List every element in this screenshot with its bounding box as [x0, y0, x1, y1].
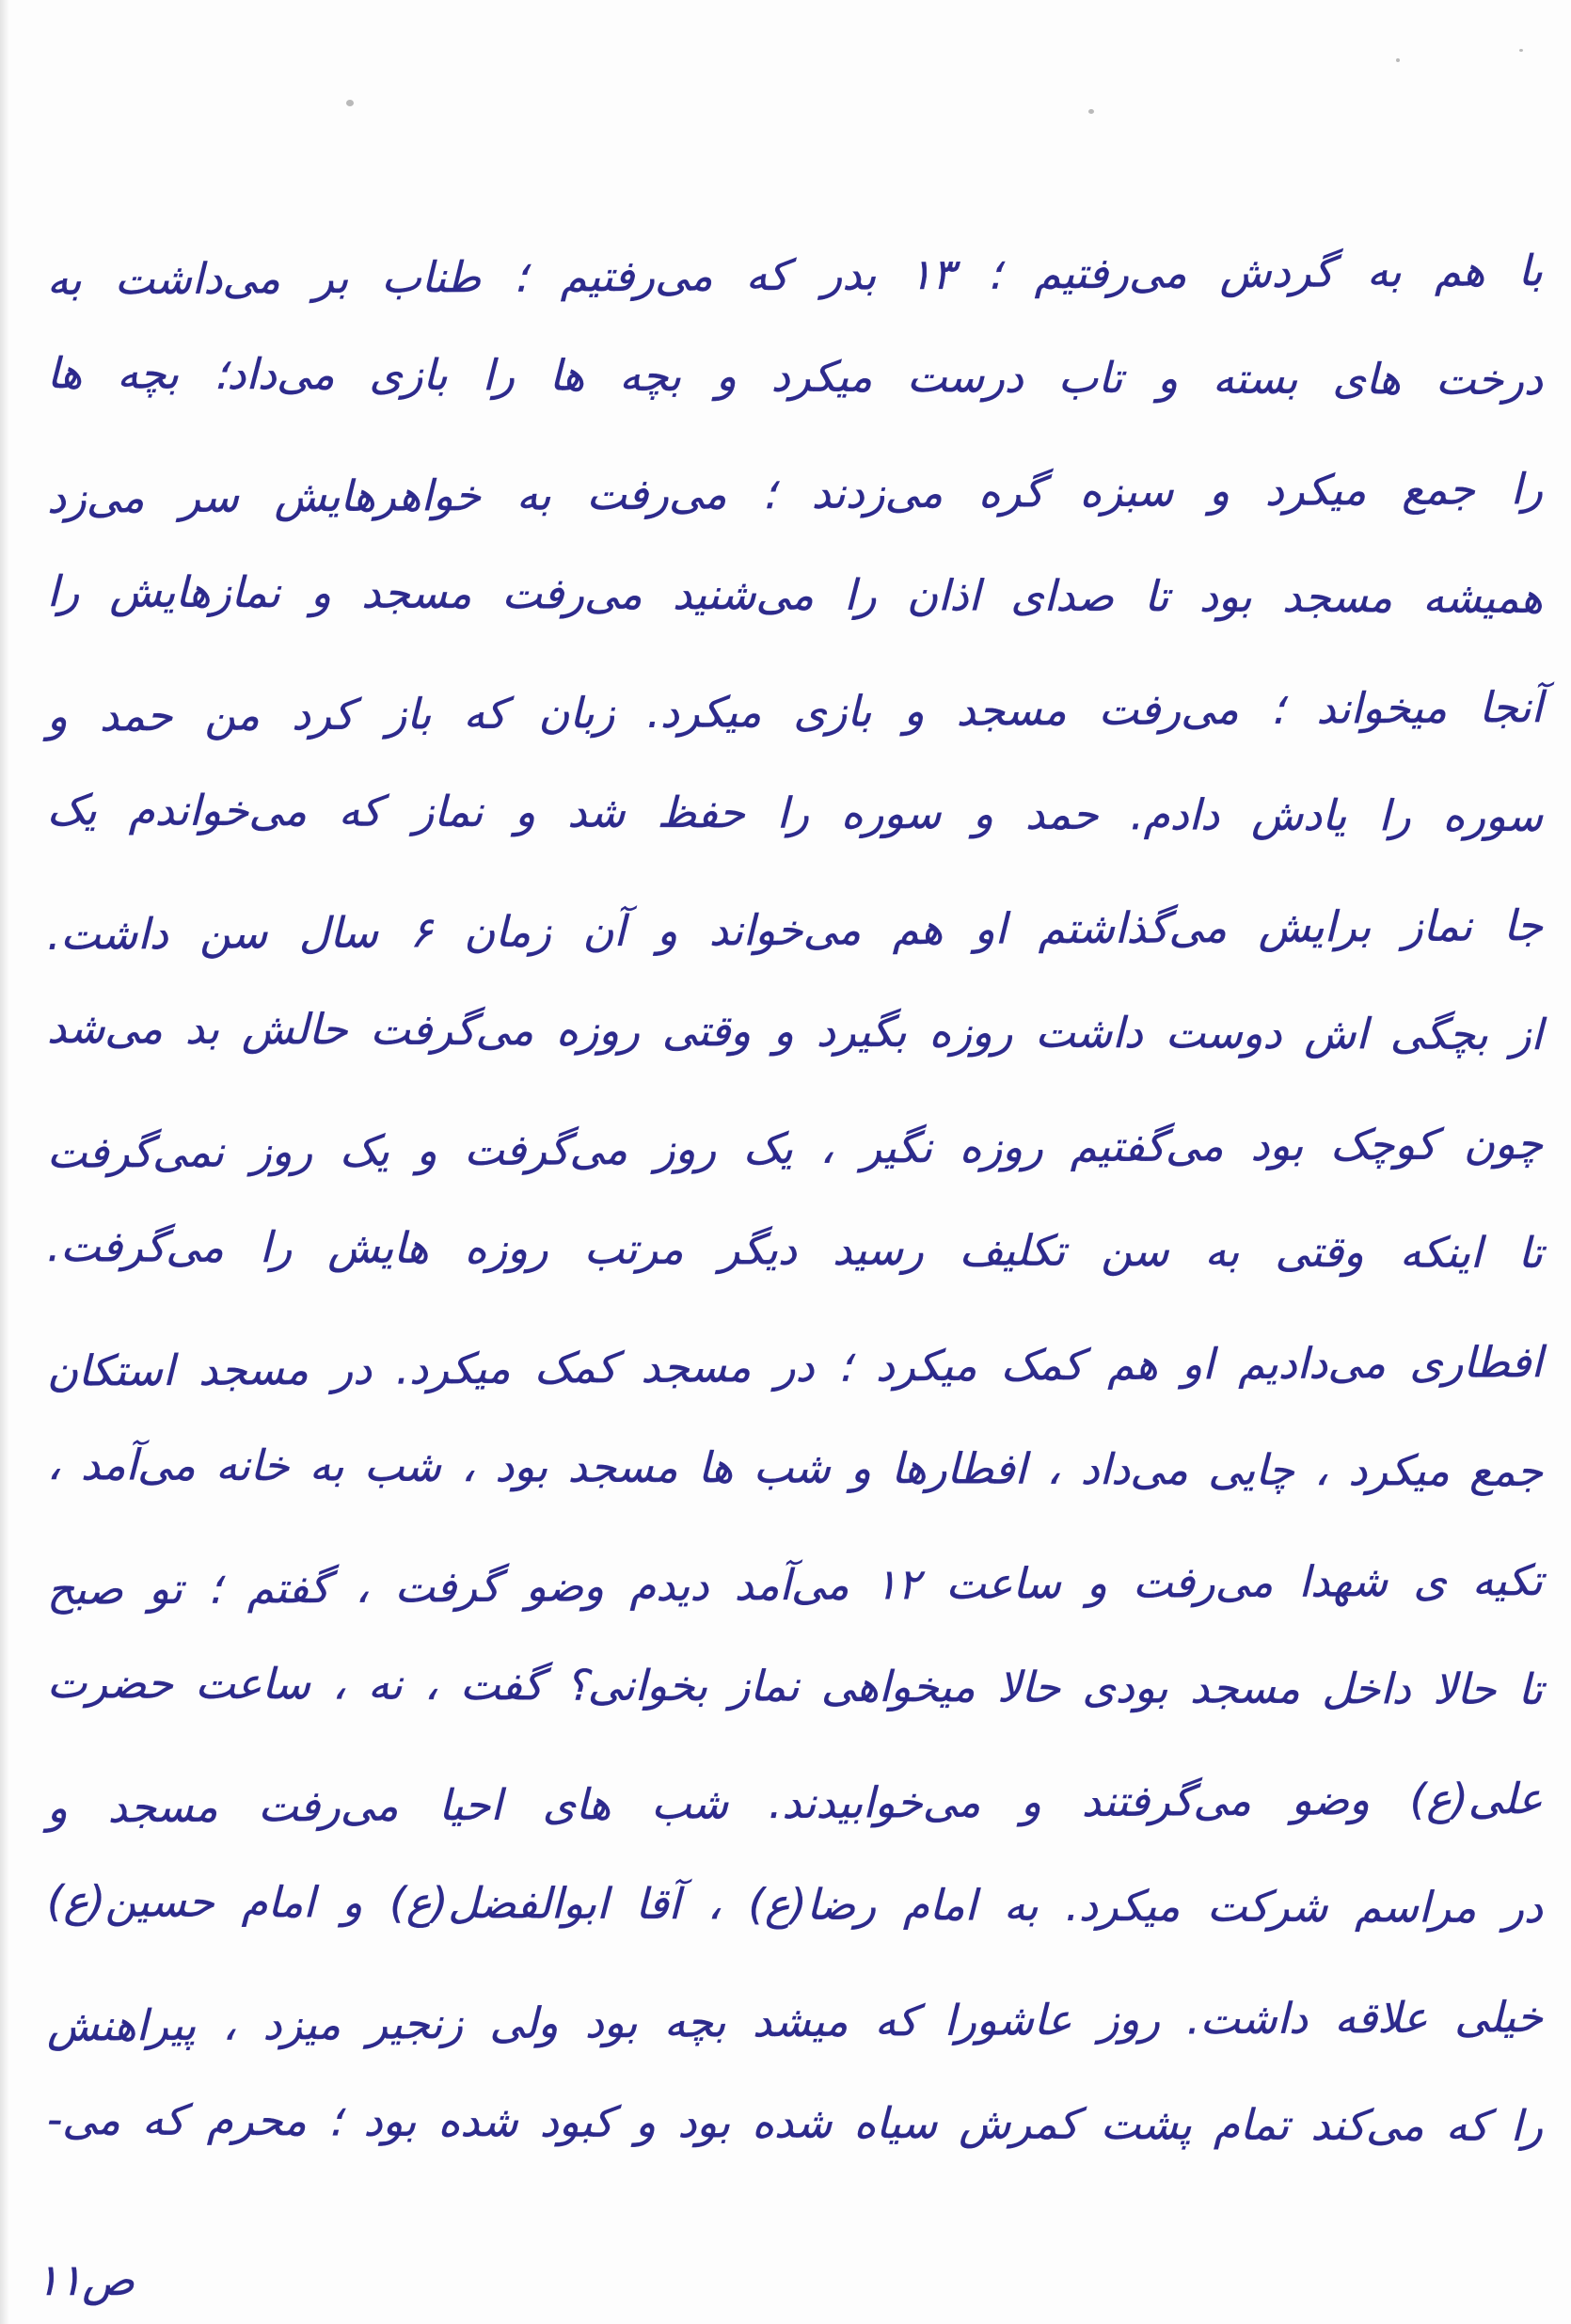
text-line-4: همیشه مسجد بود تا صدای اذان را می‌شنید می‌رفت مسجد و نمازهایش را [46, 566, 1544, 623]
text-line-9: چون کوچک بود می‌گفتیم روزه نگیر ، یک روز می‌گرفت و یک روز نمی‌گرفت [46, 1119, 1544, 1178]
text-line-16: در مراسم شرکت میکرد. به امام رضا(ع) ، آقا ابوالفضل(ع) و امام حسین(ع) [46, 1876, 1544, 1933]
text-line-11: افطاری می‌دادیم او هم کمک میکرد ؛ در مسجد کمک میکرد. در مسجد استکان [46, 1337, 1544, 1396]
text-line-1: با هم به گردش می‌رفتیم ؛ ۱۳ بدر که می‌رفتیم ؛ طناب بر می‌داشت به [46, 246, 1544, 305]
page-number: ص۱۱ [36, 2254, 135, 2305]
paper-speck [1396, 58, 1400, 62]
paper-speck [1088, 109, 1094, 114]
text-line-17: خیلی علاقه داشت. روز عاشورا که میشد بچه بود ولی زنجیر میزد ، پیراهنش [46, 1992, 1544, 2051]
text-line-5: آنجا میخواند ؛ می‌رفت مسجد و بازی میکرد. زبان که باز کرد من حمد و [46, 682, 1544, 741]
paper-speck [1519, 49, 1523, 52]
text-line-6: سوره را یادش دادم. حمد و سوره را حفظ شد و نماز که می‌خواندم یک [46, 785, 1544, 841]
scan-edge-shadow [0, 0, 9, 2324]
text-line-10: تا اینکه وقتی به سن تکلیف رسید دیگر مرتب روزه هایش را می‌گرفت. [46, 1221, 1544, 1278]
text-line-14: تا حالا داخل مسجد بودی حالا میخواهی نماز بخوانی؟ گفت ، نه ، ساعت حضرت [46, 1658, 1544, 1714]
text-line-2: درخت های بسته و تاب درست میکرد و بچه ها را بازی می‌داد؛ بچه ها [46, 348, 1544, 405]
text-line-8: از بچگی اش دوست داشت روزه بگیرد و وقتی روزه می‌گرفت حالش بد می‌شد [46, 1003, 1544, 1059]
text-line-12: جمع میکرد ، چایی می‌داد ، افطارها و شب ها مسجد بود ، شب به خانه می‌آمد ، [46, 1440, 1544, 1496]
text-line-3: را جمع میکرد و سبزه گره می‌زدند ؛ می‌رفت به خواهرهایش سر می‌زد [46, 464, 1544, 523]
text-line-15: علی(ع) وضو می‌گرفتند و می‌خوابیدند. شب های احیا می‌رفت مسجد و [46, 1774, 1544, 1833]
text-line-7: جا نماز برایش می‌گذاشتم او هم می‌خواند و آن زمان ۶ سال سن داشت. [46, 900, 1544, 960]
text-line-18: را که می‌کند تمام پشت کمرش سیاه شده بود و کبود شده بود ؛ محرم که می- [46, 2094, 1544, 2151]
paper-speck [346, 100, 354, 106]
handwritten-text-block [47, 216, 1543, 2181]
text-line-13: تکیه ی شهدا می‌رفت و ساعت ۱۲ می‌آمد دیدم وضو گرفت ، گفتم ؛ تو صبح [46, 1555, 1544, 1615]
